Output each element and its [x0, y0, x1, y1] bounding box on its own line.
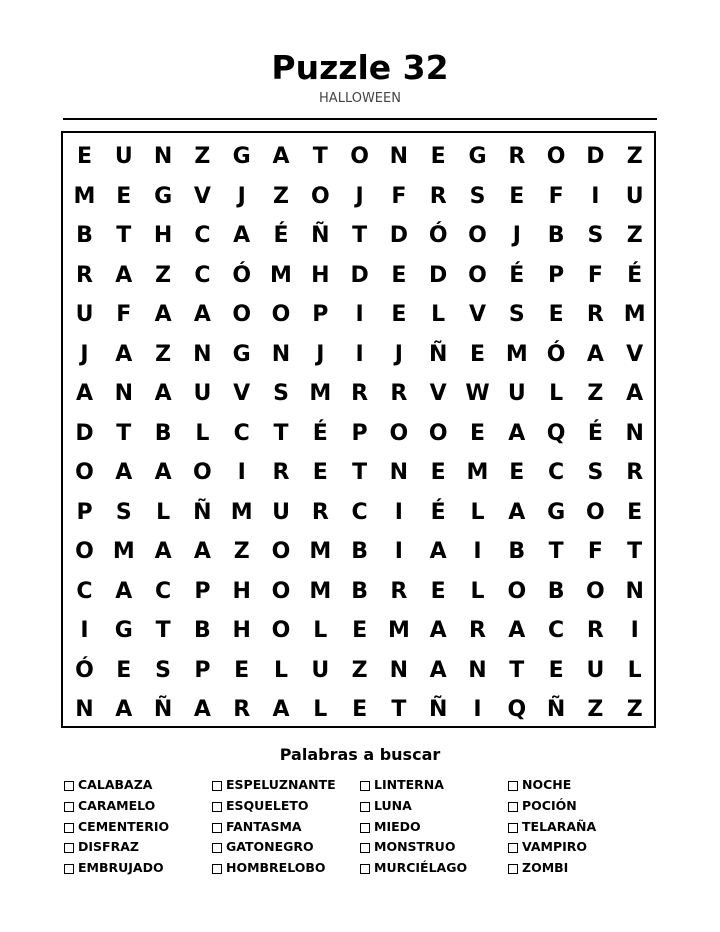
grid-cell[interactable]: E [234, 657, 250, 683]
word-label: CARAMELO [78, 797, 156, 813]
grid-cell[interactable]: R [390, 381, 408, 406]
grid-cell[interactable]: U [586, 657, 605, 683]
grid-cell[interactable]: J [316, 341, 325, 367]
grid-cell[interactable]: E [430, 460, 446, 485]
grid-cell[interactable]: O [75, 539, 94, 564]
grid-cell[interactable]: A [429, 539, 447, 564]
grid-cell[interactable]: R [469, 618, 486, 643]
word-checkbox[interactable] [212, 781, 222, 791]
word-label: ESQUELETO [226, 797, 309, 813]
grid-cell[interactable]: F [548, 183, 564, 209]
grid-cell[interactable]: F [587, 262, 603, 288]
grid-cell[interactable]: M [466, 460, 489, 485]
word-label: VAMPIRO [522, 839, 588, 855]
grid-row [65, 651, 654, 691]
grid-cell[interactable]: V [626, 341, 644, 367]
grid-cell[interactable]: B [508, 539, 526, 564]
grid-cell[interactable]: O [428, 420, 448, 446]
grid-cell[interactable]: R [508, 144, 526, 169]
grid-cell[interactable]: N [389, 460, 409, 485]
grid-cell[interactable]: L [431, 302, 446, 327]
grid-cell[interactable]: E [116, 657, 132, 683]
grid-cell[interactable]: N [389, 144, 409, 169]
grid-cell[interactable]: T [312, 144, 328, 169]
grid-cell[interactable]: F [391, 183, 407, 209]
grid-cell[interactable]: H [311, 262, 330, 288]
grid-cell[interactable]: F [587, 539, 603, 564]
word-checkbox[interactable] [212, 864, 222, 874]
grid-cell[interactable]: A [586, 341, 604, 367]
grid-cell[interactable]: A [626, 381, 644, 406]
word-checkbox[interactable] [212, 843, 222, 853]
title-divider [63, 118, 657, 120]
grid-cell[interactable]: A [508, 420, 526, 446]
grid-cell[interactable]: V [193, 183, 211, 209]
grid-row [65, 374, 654, 414]
grid-cell[interactable]: Z [626, 697, 643, 722]
grid-cell[interactable]: D [429, 262, 448, 288]
grid-cell[interactable]: A [193, 539, 211, 564]
grid-cell[interactable]: O [310, 183, 330, 209]
grid-cell[interactable]: A [75, 381, 94, 406]
grid-cell[interactable]: E [430, 578, 446, 604]
grid-cell[interactable]: N [625, 578, 644, 604]
grid-cell[interactable]: T [391, 697, 407, 722]
grid-cell[interactable]: F [116, 302, 132, 327]
grid-cell[interactable]: I [355, 302, 364, 327]
grid-cell[interactable]: N [114, 381, 133, 406]
word-checkbox[interactable] [360, 802, 370, 812]
grid-cell[interactable]: É [430, 499, 446, 525]
grid-cell[interactable]: U [311, 657, 330, 683]
grid-cell[interactable]: T [155, 618, 171, 643]
grid-cell[interactable]: Z [155, 341, 172, 367]
grid-cell[interactable]: S [115, 499, 132, 525]
grid-cell[interactable]: C [351, 499, 368, 525]
grid-cell[interactable]: L [470, 578, 485, 604]
grid-cell[interactable]: Ñ [546, 697, 566, 722]
grid-cell[interactable]: M [73, 183, 96, 209]
grid-cell[interactable]: O [586, 499, 605, 525]
grid-cell[interactable]: G [468, 144, 487, 169]
grid-cell[interactable]: T [116, 223, 132, 248]
word-label: ZOMBI [522, 860, 569, 876]
grid-cell[interactable]: E [430, 144, 446, 169]
grid-cell[interactable]: G [232, 341, 251, 367]
grid-cell[interactable]: C [194, 223, 211, 248]
grid-cell[interactable]: E [509, 183, 525, 209]
grid-row [65, 335, 654, 375]
word-label: MIEDO [374, 818, 421, 834]
grid-cell[interactable]: É [509, 262, 525, 288]
letter-grid [61, 131, 656, 728]
grid-cell[interactable]: Z [587, 697, 604, 722]
grid-cell[interactable]: B [351, 578, 368, 604]
grid-cell[interactable]: Ó [546, 341, 566, 367]
grid-cell[interactable]: A [154, 302, 172, 327]
grid-cell[interactable]: I [80, 618, 89, 643]
grid-row [65, 453, 654, 493]
grid-cell[interactable]: R [233, 697, 251, 722]
grid-cell[interactable]: M [623, 302, 646, 327]
word-checkbox[interactable] [64, 781, 74, 791]
grid-cell[interactable]: A [508, 618, 526, 643]
grid-cell[interactable]: R [76, 262, 93, 288]
grid-cell[interactable]: R [586, 302, 604, 327]
grid-cell[interactable]: U [75, 302, 94, 327]
grid-cell[interactable]: O [271, 302, 291, 327]
grid-cell[interactable]: O [468, 262, 487, 288]
grid-row [65, 137, 654, 177]
grid-cell[interactable]: É [273, 223, 289, 248]
grid-cell[interactable]: A [272, 144, 290, 169]
word-checkbox[interactable] [212, 802, 222, 812]
grid-cell[interactable]: S [587, 223, 604, 248]
grid-cell[interactable]: U [507, 381, 526, 406]
word-checkbox[interactable] [508, 802, 518, 812]
grid-cell[interactable]: V [468, 302, 487, 327]
grid-cell[interactable]: R [586, 618, 604, 643]
grid-cell[interactable]: A [115, 262, 133, 288]
grid-cell[interactable]: S [469, 183, 486, 209]
grid-cell[interactable]: O [507, 578, 527, 604]
grid-cell[interactable]: Q [507, 697, 527, 722]
grid-row [65, 414, 654, 454]
grid-row [65, 216, 654, 256]
grid-cell[interactable]: E [548, 302, 564, 327]
word-checkbox[interactable] [508, 823, 518, 833]
grid-cell[interactable]: A [193, 302, 211, 327]
word-checkbox[interactable] [508, 864, 518, 874]
grid-cell[interactable]: C [548, 460, 565, 485]
grid-cell[interactable]: J [394, 341, 403, 367]
word-label: TELARAÑA [522, 818, 597, 834]
grid-cell[interactable]: O [75, 460, 94, 485]
grid-cell[interactable]: P [312, 302, 329, 327]
grid-cell[interactable]: S [587, 460, 604, 485]
grid-row [65, 493, 654, 533]
grid-cell[interactable]: Ñ [428, 697, 448, 722]
grid-cell[interactable]: H [153, 223, 173, 248]
grid-cell[interactable]: E [391, 302, 407, 327]
grid-cell[interactable]: I [630, 618, 639, 643]
grid-cell[interactable]: G [547, 499, 566, 525]
grid-cell[interactable]: D [389, 223, 409, 248]
grid-row [65, 690, 654, 730]
grid-cell[interactable]: M [230, 499, 253, 525]
grid-cell[interactable]: G [154, 183, 173, 209]
grid-cell[interactable]: P [76, 499, 93, 525]
grid-cell[interactable]: U [114, 144, 133, 169]
grid-row [65, 177, 654, 217]
grid-cell[interactable]: B [154, 420, 172, 446]
grid-cell[interactable]: T [352, 223, 368, 248]
grid-cell[interactable]: E [469, 420, 486, 446]
grid-cell[interactable]: J [355, 183, 364, 209]
grid-cell[interactable]: M [505, 341, 528, 367]
grid-cell[interactable]: H [232, 618, 251, 643]
grid-cell[interactable]: Ó [75, 657, 94, 683]
word-checkbox[interactable] [508, 843, 518, 853]
grid-cell[interactable]: A [154, 381, 172, 406]
word-label: MONSTRUO [374, 839, 456, 855]
grid-cell[interactable]: B [547, 223, 565, 248]
grid-cell[interactable]: N [271, 341, 291, 367]
grid-cell[interactable]: I [237, 460, 246, 485]
grid-cell[interactable]: É [627, 262, 643, 288]
word-label: HOMBRELOBO [226, 860, 326, 876]
grid-cell[interactable]: A [115, 341, 133, 367]
word-label: NOCHE [522, 777, 572, 792]
grid-row [65, 572, 654, 612]
grid-cell[interactable]: R [390, 578, 408, 604]
grid-cell[interactable]: O [546, 144, 566, 169]
grid-cell[interactable]: O [271, 618, 291, 643]
grid-cell[interactable]: Z [626, 144, 643, 169]
grid-cell[interactable]: O [468, 223, 487, 248]
grid-cell[interactable]: I [473, 539, 482, 564]
grid-cell[interactable]: T [116, 420, 132, 446]
grid-cell[interactable]: V [429, 381, 447, 406]
grid-cell[interactable]: L [195, 420, 210, 446]
grid-cell[interactable]: B [194, 618, 211, 643]
grid-cell[interactable]: O [232, 302, 252, 327]
grid-row [65, 295, 654, 335]
grid-cell[interactable]: E [509, 460, 525, 485]
word-label: ESPELUZNANTE [226, 777, 336, 792]
grid-cell[interactable]: G [114, 618, 133, 643]
puzzle-title: Puzzle 32 [271, 48, 449, 87]
grid-cell[interactable]: Z [233, 539, 250, 564]
grid-cell[interactable]: N [75, 697, 94, 722]
word-checkbox[interactable] [508, 781, 518, 791]
grid-cell[interactable]: B [351, 539, 368, 564]
grid-cell[interactable]: C [548, 618, 565, 643]
word-label: EMBRUJADO [78, 860, 164, 876]
grid-cell[interactable]: L [470, 499, 485, 525]
grid-cell[interactable]: A [429, 657, 447, 683]
grid-cell[interactable]: E [391, 262, 407, 288]
grid-cell[interactable]: T [509, 657, 525, 683]
grid-cell[interactable]: P [194, 578, 211, 604]
word-label: GATONEGRO [226, 839, 314, 855]
grid-cell[interactable]: Ó [232, 262, 252, 288]
word-checkbox[interactable] [212, 823, 222, 833]
word-checkbox[interactable] [64, 864, 74, 874]
grid-cell[interactable]: U [625, 183, 644, 209]
grid-cell[interactable]: I [473, 697, 482, 722]
grid-cell[interactable]: B [547, 578, 565, 604]
grid-cell[interactable]: E [627, 499, 643, 525]
grid-cell[interactable]: E [116, 183, 132, 209]
grid-cell[interactable]: D [350, 262, 369, 288]
grid-cell[interactable]: R [272, 460, 290, 485]
grid-cell[interactable]: I [591, 183, 600, 209]
grid-cell[interactable]: A [115, 578, 133, 604]
grid-cell[interactable]: P [548, 262, 565, 288]
grid-cell[interactable]: A [154, 539, 172, 564]
grid-cell[interactable]: I [394, 539, 403, 564]
grid-cell[interactable]: Ñ [311, 223, 330, 248]
grid-cell[interactable]: Z [626, 223, 643, 248]
grid-cell[interactable]: E [352, 618, 368, 643]
grid-cell[interactable]: J [512, 223, 521, 248]
grid-cell[interactable]: S [273, 381, 289, 406]
grid-cell[interactable]: M [309, 578, 332, 604]
word-checkbox[interactable] [64, 802, 74, 812]
grid-row [65, 256, 654, 296]
grid-cell[interactable]: D [75, 420, 94, 446]
word-checkbox[interactable] [64, 823, 74, 833]
grid-cell[interactable]: I [355, 341, 364, 367]
word-label: CEMENTERIO [78, 818, 170, 834]
grid-cell[interactable]: N [625, 420, 644, 446]
grid-cell[interactable]: A [508, 499, 526, 525]
grid-cell[interactable]: L [313, 697, 328, 722]
grid-cell[interactable]: Ñ [193, 499, 212, 525]
grid-cell[interactable]: N [468, 657, 487, 683]
grid-cell[interactable]: J [80, 341, 89, 367]
word-checkbox[interactable] [64, 843, 74, 853]
word-label: DISFRAZ [78, 839, 139, 855]
grid-cell[interactable]: A [115, 460, 133, 485]
grid-cell[interactable]: A [429, 618, 447, 643]
grid-cell[interactable]: Ó [428, 223, 448, 248]
grid-cell[interactable]: L [273, 657, 289, 683]
grid-cell[interactable]: J [237, 183, 246, 209]
grid-cell[interactable]: U [193, 381, 212, 406]
grid-cell[interactable]: Z [351, 657, 368, 683]
grid-cell[interactable]: P [194, 657, 211, 683]
grid-cell[interactable]: T [627, 539, 643, 564]
grid-cell[interactable]: S [508, 302, 525, 327]
grid-cell[interactable]: H [232, 578, 251, 604]
grid-cell[interactable]: S [155, 657, 172, 683]
grid-cell[interactable]: A [272, 697, 290, 722]
grid-cell[interactable]: U [272, 499, 290, 525]
grid-cell[interactable]: Z [155, 262, 172, 288]
grid-cell[interactable]: Z [194, 144, 211, 169]
word-checkbox[interactable] [360, 843, 370, 853]
grid-cell[interactable]: Z [273, 183, 289, 209]
grid-cell[interactable]: E [312, 460, 328, 485]
grid-cell[interactable]: O [271, 539, 291, 564]
grid-cell[interactable]: C [155, 578, 172, 604]
grid-cell[interactable]: C [194, 262, 211, 288]
grid-cell[interactable]: E [548, 657, 564, 683]
grid-cell[interactable]: T [548, 539, 564, 564]
grid-cell[interactable]: R [311, 499, 329, 525]
grid-row [65, 532, 654, 572]
grid-cell[interactable]: M [309, 381, 332, 406]
grid-cell[interactable]: T [352, 460, 368, 485]
grid-cell[interactable]: D [586, 144, 605, 169]
word-checkbox[interactable] [360, 823, 370, 833]
grid-cell[interactable]: O [586, 578, 605, 604]
grid-cell[interactable]: R [351, 381, 369, 406]
grid-cell[interactable]: G [232, 144, 251, 169]
grid-cell[interactable]: M [112, 539, 135, 564]
grid-cell[interactable]: M [309, 539, 332, 564]
grid-cell[interactable]: B [76, 223, 93, 248]
grid-cell[interactable]: A [115, 697, 133, 722]
grid-cell[interactable]: L [549, 381, 564, 406]
grid-cell[interactable]: Ñ [428, 341, 448, 367]
word-label: MURCIÉLAGO [374, 860, 468, 876]
grid-cell[interactable]: E [76, 144, 93, 169]
grid-cell[interactable]: N [389, 657, 409, 683]
grid-cell[interactable]: O [193, 460, 212, 485]
word-label: CALABAZA [78, 777, 153, 792]
word-checkbox[interactable] [360, 781, 370, 791]
grid-cell[interactable]: A [154, 460, 172, 485]
grid-cell[interactable]: Q [546, 420, 566, 446]
grid-cell[interactable]: C [76, 578, 93, 604]
grid-cell[interactable]: L [313, 618, 328, 643]
word-checkbox[interactable] [360, 864, 370, 874]
grid-cell[interactable]: R [626, 460, 644, 485]
grid-cell[interactable]: A [193, 697, 211, 722]
grid-cell[interactable]: C [233, 420, 250, 446]
grid-cell[interactable]: P [351, 420, 368, 446]
grid-cell[interactable]: L [627, 657, 642, 683]
word-list-heading: Palabras a buscar [279, 745, 441, 764]
word-label: LUNA [374, 797, 412, 813]
grid-cell[interactable]: R [429, 183, 447, 209]
puzzle-subtitle: HALLOWEEN [319, 91, 401, 106]
grid-cell[interactable]: O [389, 420, 409, 446]
grid-cell[interactable]: Ñ [153, 697, 173, 722]
grid-cell[interactable]: T [273, 420, 289, 446]
grid-cell[interactable]: E [352, 697, 368, 722]
grid-cell[interactable]: Z [587, 381, 604, 406]
word-label: FANTASMA [226, 818, 302, 834]
grid-cell[interactable]: E [469, 341, 486, 367]
grid-cell[interactable]: N [153, 144, 173, 169]
grid-cell[interactable]: W [465, 381, 490, 406]
grid-cell[interactable]: A [233, 223, 251, 248]
grid-cell[interactable]: O [350, 144, 369, 169]
word-label: LINTERNA [374, 777, 444, 792]
grid-cell[interactable]: M [387, 618, 410, 643]
grid-row [65, 611, 654, 651]
grid-cell[interactable]: M [270, 262, 292, 288]
grid-cell[interactable]: O [271, 578, 291, 604]
grid-cell[interactable]: L [156, 499, 171, 525]
word-label: POCIÓN [522, 797, 577, 813]
grid-cell[interactable]: É [587, 420, 603, 446]
grid-cell[interactable]: V [233, 381, 251, 406]
grid-cell[interactable]: É [312, 420, 328, 446]
grid-cell[interactable]: N [193, 341, 212, 367]
grid-cell[interactable]: I [394, 499, 403, 525]
